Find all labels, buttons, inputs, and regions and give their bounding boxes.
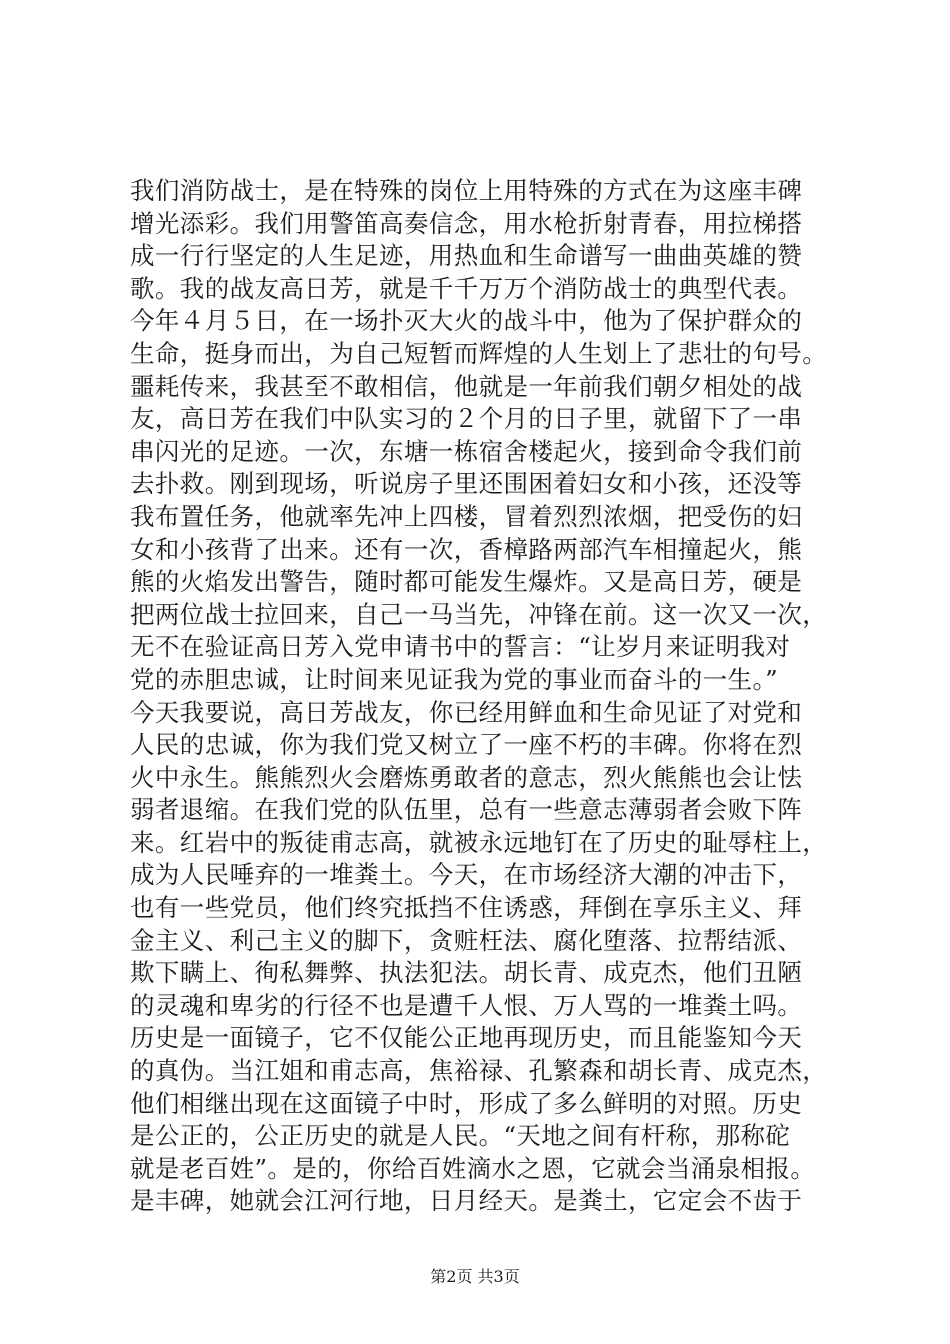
text-line: 金主义、利己主义的脚下，贪赃枉法、腐化堕落、拉帮结派、	[130, 925, 803, 955]
text-line: 弱者退缩。在我们党的队伍里，总有一些意志薄弱者会败下阵	[130, 795, 803, 825]
text-line: 他们相继出现在这面镜子中时，形成了多么鲜明的对照。历史	[130, 1088, 803, 1118]
text-line: 的灵魂和卑劣的行径不也是遭千人恨、万人骂的一堆粪土吗。	[130, 990, 803, 1020]
text-line: 历史是一面镜子，它不仅能公正地再现历史，而且能鉴知今天	[130, 1023, 803, 1053]
body-text	[130, 175, 830, 1218]
text-line: 今年４月５日，在一场扑灭大火的战斗中，他为了保护群众的	[130, 306, 803, 336]
text-line: 欺下瞒上、徇私舞弊、执法犯法。胡长青、成克杰，他们丑陋	[130, 958, 803, 988]
text-line: 成为人民唾弃的一堆粪土。今天，在市场经济大潮的冲击下，	[130, 860, 803, 890]
text-line: 熊的火焰发出警告，随时都可能发生爆炸。又是高日芳，硬是	[130, 567, 803, 597]
text-line: 就是老百姓”。是的，你给百姓滴水之恩，它就会当涌泉相报。	[130, 1153, 816, 1183]
text-line: 把两位战士拉回来，自己一马当先，冲锋在前。这一次又一次，	[130, 599, 828, 629]
text-line: 无不在验证高日芳入党申请书中的誓言：“让岁月来证明我对	[130, 632, 791, 662]
text-line: 去扑救。刚到现场，听说房子里还围困着妇女和小孩，还没等	[130, 469, 803, 499]
text-line: 也有一些党员，他们终究抵挡不住诱惑，拜倒在享乐主义、拜	[130, 893, 803, 923]
text-line: 我布置任务，他就率先冲上四楼，冒着烈烈浓烟，把受伤的妇	[130, 501, 803, 531]
text-line: 我们消防战士，是在特殊的岗位上用特殊的方式在为这座丰碑	[130, 176, 803, 205]
text-line: 女和小孩背了出来。还有一次，香樟路两部汽车相撞起火，熊	[130, 534, 803, 564]
page-footer: 第2页 共3页	[430, 1267, 520, 1286]
text-line: 是丰碑，她就会江河行地，日月经天。是粪土，它定会不齿于	[130, 1186, 803, 1216]
text-line: 生命，挺身而出，为自己短暂而辉煌的人生划上了悲壮的句号。	[130, 338, 828, 368]
text-line: 是公正的，公正历史的就是人民。“天地之间有杆称，那称砣	[130, 1121, 791, 1151]
text-line: 人民的忠诚，你为我们党又树立了一座不朽的丰碑。你将在烈	[130, 730, 803, 760]
text-line: 的真伪。当江姐和甫志高，焦裕禄、孔繁森和胡长青、成克杰，	[130, 1056, 828, 1086]
text-line: 成一行行坚定的人生足迹，用热血和生命谱写一曲曲英雄的赞	[130, 241, 803, 271]
text-line: 歌。我的战友高日芳，就是千千万万个消防战士的典型代表。	[130, 273, 803, 303]
text-line: 友，高日芳在我们中队实习的２个月的日子里，就留下了一串	[130, 404, 803, 434]
text-line: 噩耗传来，我甚至不敢相信，他就是一年前我们朝夕相处的战	[130, 371, 803, 401]
text-line: 串闪光的足迹。一次，东塘一栋宿舍楼起火，接到命令我们前	[130, 436, 803, 466]
text-line: 今天我要说，高日芳战友，你已经用鲜血和生命见证了对党和	[130, 697, 803, 727]
text-line: 党的赤胆忠诚，让时间来见证我为党的事业而奋斗的一生。”	[130, 664, 779, 694]
text-line: 来。红岩中的叛徒甫志高，就被永远地钉在了历史的耻辱柱上，	[130, 827, 828, 857]
text-line: 增光添彩。我们用警笛高奏信念，用水枪折射青春，用拉梯搭	[130, 208, 803, 238]
text-line: 火中永生。熊熊烈火会磨炼勇敢者的意志，烈火熊熊也会让怯	[130, 762, 803, 792]
